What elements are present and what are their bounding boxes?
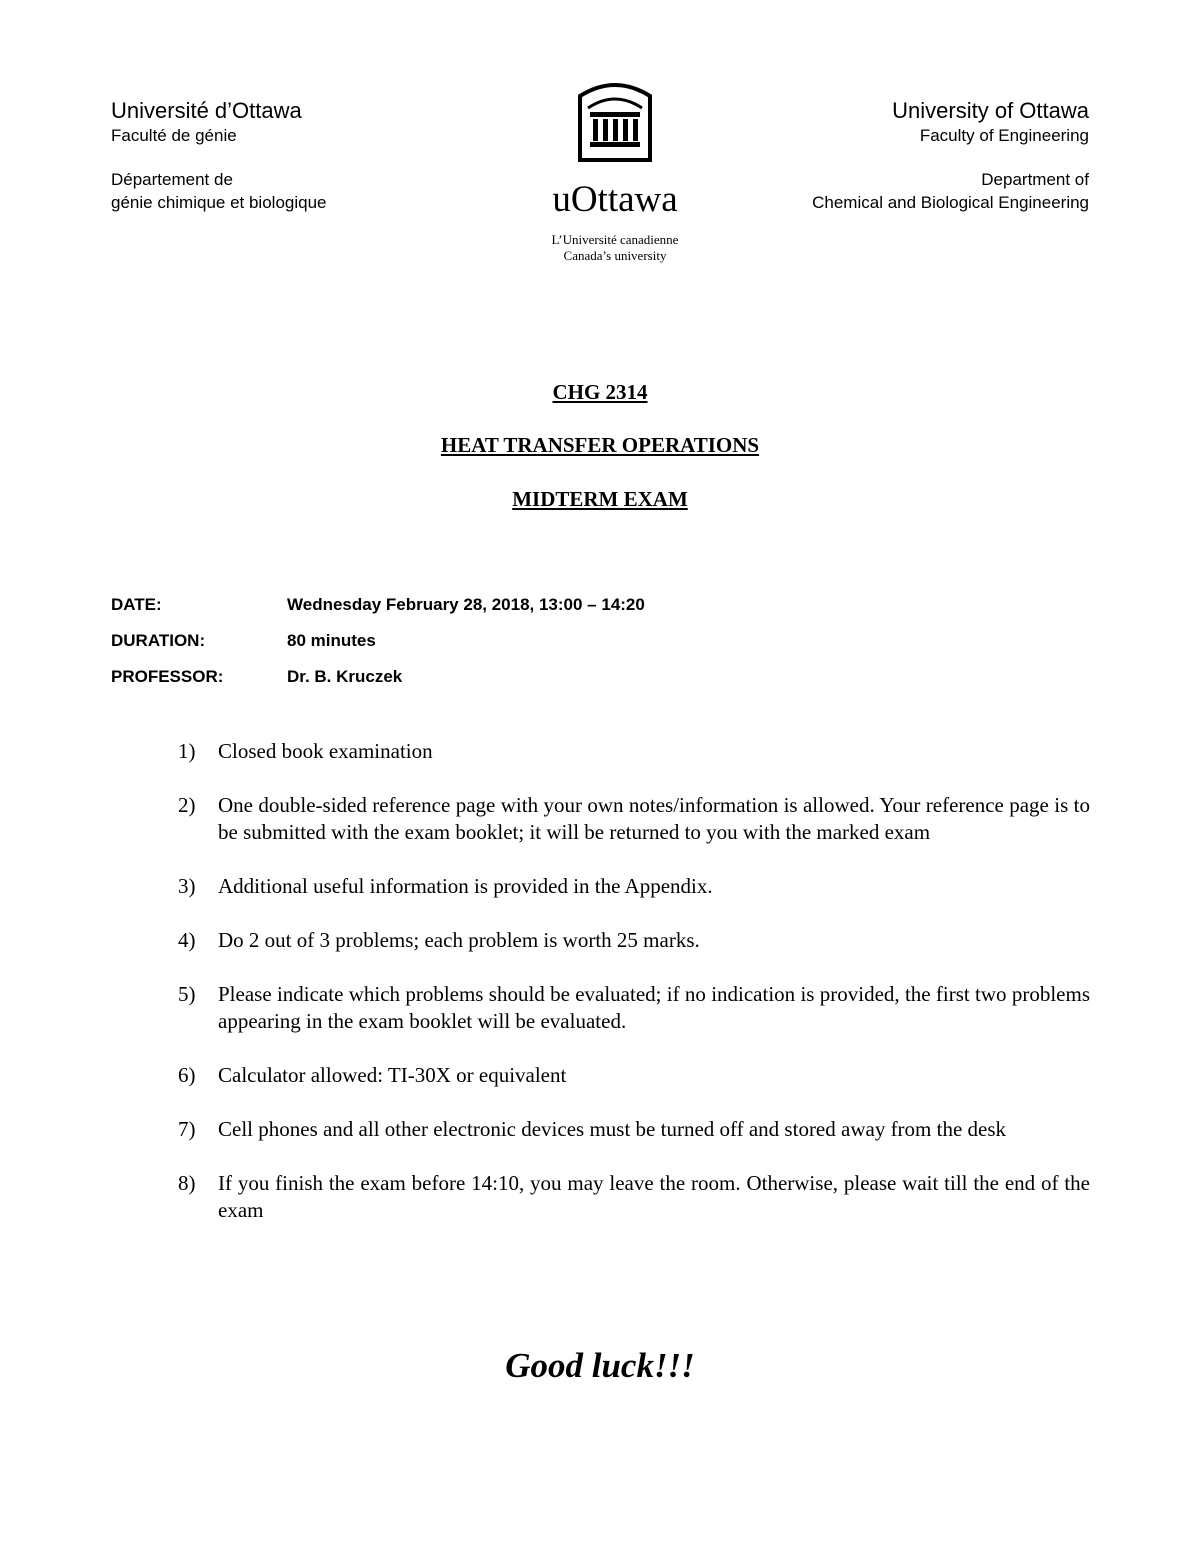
instructions-list xyxy=(178,738,1090,1251)
instruction-text: One double-sided reference page with your own notes/information is allowed. Your reference page is to be submitted with the exam booklet; it will be returned to you with the marked exam xyxy=(218,793,1090,844)
department-name-en xyxy=(709,168,1089,214)
header-french-block xyxy=(111,98,451,214)
professor-label: PROFESSOR: xyxy=(111,667,224,686)
department-en-line1: Department of xyxy=(981,170,1089,189)
instruction-item xyxy=(178,792,1090,846)
course-code: CHG 2314 xyxy=(552,380,648,404)
professor-value: Dr. B. Kruczek xyxy=(287,667,403,686)
info-row-date xyxy=(111,595,645,615)
duration-label: DURATION: xyxy=(111,631,206,650)
instruction-number: 6) xyxy=(178,1063,196,1087)
header-english-block xyxy=(709,98,1089,214)
university-name-en: University of Ottawa xyxy=(892,98,1089,123)
instruction-text: Cell phones and all other electronic devices must be turned off and stored away from the desk xyxy=(218,1117,1007,1141)
instruction-item xyxy=(178,1062,1090,1089)
logo-tagline-fr: L’Université canadienne xyxy=(551,232,679,247)
instruction-number: 5) xyxy=(178,982,196,1006)
instruction-number: 2) xyxy=(178,793,196,817)
instruction-number: 3) xyxy=(178,874,196,898)
instruction-text: Do 2 out of 3 problems; each problem is worth 25 marks. xyxy=(218,928,700,952)
instruction-text: Calculator allowed: TI-30X or equivalent xyxy=(218,1063,567,1087)
instruction-item xyxy=(178,873,1090,900)
course-name: HEAT TRANSFER OPERATIONS xyxy=(440,433,760,457)
instruction-item xyxy=(178,927,1090,954)
department-fr-line2: génie chimique et biologique xyxy=(111,193,327,212)
info-row-professor xyxy=(111,667,402,687)
instruction-text: Please indicate which problems should be evaluated; if no indication is provided, the first two problems appearing in the exam booklet will be evaluated. xyxy=(218,982,1090,1033)
uottawa-logo xyxy=(525,78,705,264)
exam-type: MIDTERM EXAM xyxy=(512,487,688,511)
duration-value: 80 minutes xyxy=(287,631,376,650)
instruction-number: 8) xyxy=(178,1171,196,1195)
info-row-duration xyxy=(111,631,376,651)
instruction-item xyxy=(178,1170,1090,1224)
faculty-name-fr: Faculté de génie xyxy=(111,126,237,145)
department-fr-line1: Département de xyxy=(111,170,233,189)
faculty-name-en: Faculty of Engineering xyxy=(919,126,1089,145)
instruction-item xyxy=(178,1116,1090,1143)
university-name-fr: Université d’Ottawa xyxy=(111,98,302,123)
date-label: DATE: xyxy=(111,595,162,614)
department-en-line2: Chemical and Biological Engineering xyxy=(812,193,1089,212)
closing-message: Good luck!!! xyxy=(505,1346,695,1385)
date-value: Wednesday February 28, 2018, 13:00 – 14:20 xyxy=(287,595,645,614)
instruction-text: If you finish the exam before 14:10, you may leave the room. Otherwise, please wait till the end of the exam xyxy=(218,1171,1090,1222)
instruction-item xyxy=(178,981,1090,1035)
logo-tagline-en: Canada’s university xyxy=(563,248,667,263)
instruction-number: 4) xyxy=(178,928,196,952)
instruction-text: Additional useful information is provided in the Appendix. xyxy=(218,874,713,898)
instruction-text: Closed book examination xyxy=(218,739,433,763)
instruction-item xyxy=(178,738,1090,765)
logo-wordmark: uOttawa xyxy=(552,179,678,220)
instruction-number: 7) xyxy=(178,1117,196,1141)
instruction-number: 1) xyxy=(178,739,196,763)
university-building-icon xyxy=(576,78,654,164)
department-name-fr xyxy=(111,168,451,214)
